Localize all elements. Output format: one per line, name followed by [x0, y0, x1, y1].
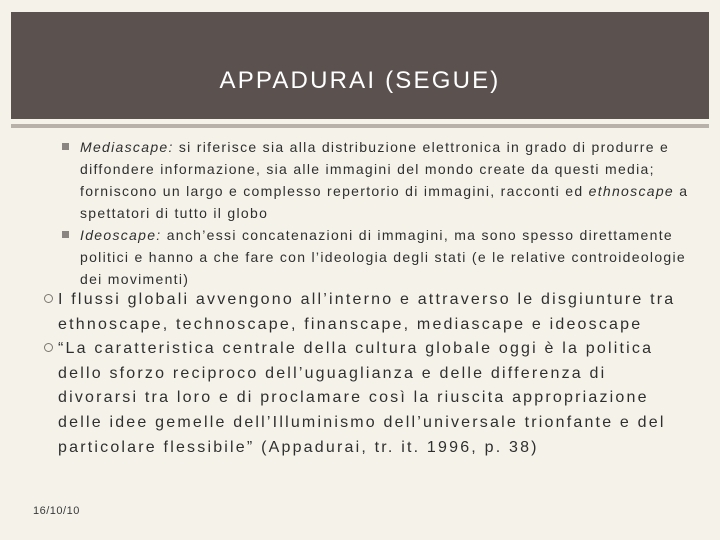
slide-date: 16/10/10 [33, 505, 80, 517]
circle-bullet-icon [44, 294, 53, 303]
main-bullet-text: I flussi globali avvengono all’interno e attraverso le disgiunture tra ethnoscape, technoscape, finanscape, mediascape e ideoscape [58, 291, 676, 333]
main-bullet-item [44, 337, 684, 460]
ideoscape-text: anch’essi concatenazioni di immagini, ma sono spesso direttamente politici e hanno a che fare con l’ideologia degli stati (e le relative controideologie dei movimenti) [80, 227, 686, 287]
circle-bullet-icon [44, 343, 53, 352]
term-ideoscape: Ideoscape: [80, 227, 162, 243]
square-bullet-icon [62, 143, 69, 150]
title-bar [11, 12, 709, 119]
main-bullet-text: “La caratteristica centrale della cultura globale oggi è la politica dello sforzo reciproco dell’uguaglianza e delle differenza di divorarsi tra loro e di proclamare così la riuscita appropriazione delle idee gemelle dell’Illuminismo dell’universale trionfante e del particolare flessibile” (Appadurai, tr. it. 1996, p. 38) [58, 340, 666, 456]
sub-bullet-item-mediascape [62, 136, 702, 224]
square-bullet-icon [62, 231, 69, 238]
term-ethnoscape: ethnoscape [588, 183, 675, 199]
mediascape-text-a: si riferisce sia alla distribuzione elettronica in grado di produrre e diffondere informazione, sia alle immagini del mondo create da questi media; forniscono un largo e complesso repertorio di immagini, racconti ed [80, 139, 670, 199]
mediascape-text-b: a spettatori di tutto il globo [80, 183, 689, 221]
title-divider [11, 124, 709, 128]
main-bullet-list [44, 288, 684, 460]
sub-bullet-list [62, 136, 702, 290]
main-bullet-item [44, 288, 684, 337]
slide-title: APPADURAI (SEGUE) [219, 67, 501, 94]
sub-bullet-item-ideoscape [62, 224, 702, 290]
term-mediascape: Mediascape: [80, 139, 174, 155]
